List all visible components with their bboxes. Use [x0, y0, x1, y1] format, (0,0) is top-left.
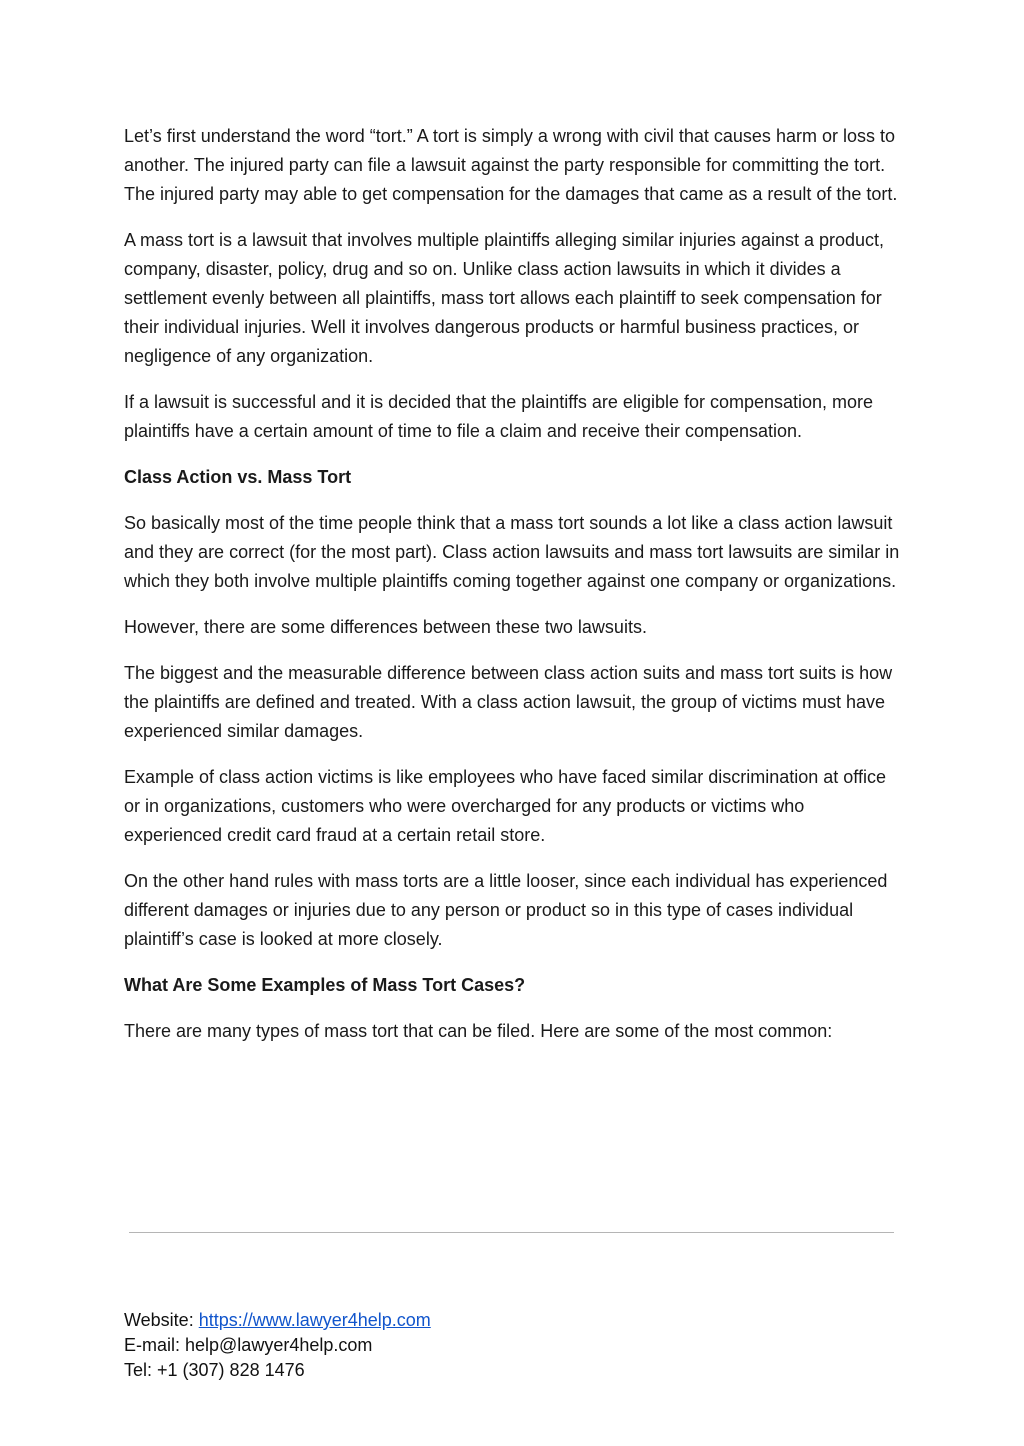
- footer-website-line: [124, 1308, 431, 1333]
- paragraph-successful-lawsuit: If a lawsuit is successful and it is decided that the plaintiffs are eligible for compensation, more plaintiffs have a certain amount of time to file a claim and receive their compensation.: [124, 392, 874, 441]
- heading-class-action-vs-mass-tort: Class Action vs. Mass Tort: [124, 467, 352, 487]
- paragraph-differences-intro: However, there are some differences between these two lawsuits.: [124, 617, 647, 637]
- paragraph-common-types: There are many types of mass tort that can be filed. Here are some of the most common:: [124, 1021, 833, 1041]
- website-link[interactable]: https://www.lawyer4help.com: [198, 1310, 431, 1330]
- website-label: Website:: [124, 1310, 199, 1330]
- paragraph-similarity: So basically most of the time people think that a mass tort sounds a lot like a class action lawsuit and they are correct (for the most part). Class action lawsuits and mass tort lawsuits are similar in which they both involve multiple plaintiffs coming together against one company or organizations.: [124, 513, 900, 591]
- footer-contact: [124, 1308, 431, 1383]
- paragraph-mass-tort-rules: On the other hand rules with mass torts are a little looser, since each individual has experienced different damages or injuries due to any person or product so in this type of cases individual plaintiff’s case is looked at more closely.: [124, 871, 888, 949]
- footer-email-line: E-mail: help@lawyer4help.com: [124, 1335, 373, 1355]
- footer-divider: [129, 1232, 894, 1233]
- footer-tel-line: Tel: +1 (307) 828 1476: [124, 1360, 305, 1380]
- paragraph-mass-tort-definition: A mass tort is a lawsuit that involves multiple plaintiffs alleging similar injuries against a product, company, disaster, policy, drug and so on. Unlike class action lawsuits in which it divides a settlement evenly between all plaintiffs, mass tort allows each plaintiff to seek compensation for their individual injuries. Well it involves dangerous products or harmful business practices, or negligence of any organization.: [124, 230, 885, 366]
- heading-mass-tort-examples: What Are Some Examples of Mass Tort Cases?: [124, 975, 526, 995]
- paragraph-tort-definition: Let’s first understand the word “tort.” A tort is simply a wrong with civil that causes harm or loss to another. The injured party can file a lawsuit against the party responsible for committing the tort. The injured party may able to get compensation for the damages that came as a result of the tort.: [124, 126, 898, 204]
- paragraph-class-action-examples: Example of class action victims is like employees who have faced similar discrimination at office or in organizations, customers who were overcharged for any products or victims who experienced credit card fraud at a certain retail store.: [124, 767, 886, 845]
- paragraph-biggest-difference: The biggest and the measurable difference between class action suits and mass tort suits is how the plaintiffs are defined and treated. With a class action lawsuit, the group of victims must have experienced similar damages.: [124, 663, 893, 741]
- document-body: [124, 122, 904, 1063]
